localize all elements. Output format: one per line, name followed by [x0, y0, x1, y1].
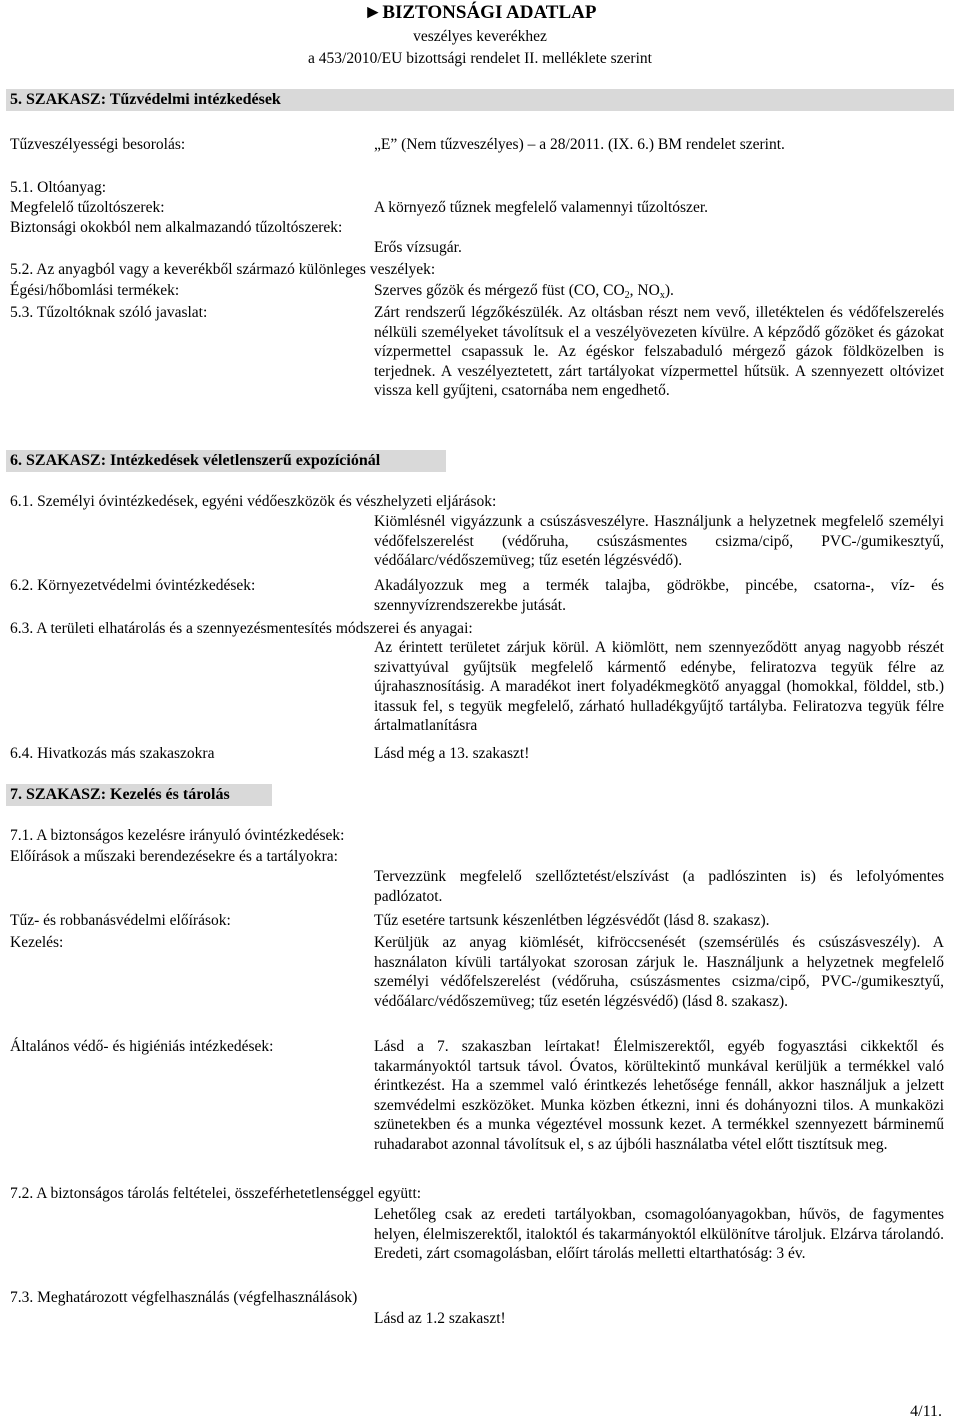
technical-measures-value [374, 867, 944, 906]
personal-precautions-value [374, 512, 944, 571]
combustion-text-b: , NO [629, 282, 660, 299]
nox-subscript: x [659, 290, 665, 301]
containment-heading: 6.3. A területi elhatárolás és a szennyezésmentesítés módszerei és anyagai: [10, 620, 473, 637]
containment-text: Az érintett területet zárjuk körül. A kiömlött, nem szennyeződött anyag nagyobb részét szivattyúval gyűjtsük megfelelő kármentő edénybe, feliratozva tegyük félre az újrahasznosításig. A maradékot inert folyadékmegkötő anyaggal (homokkal, földdel, stb.) itassuk fel, s tegyük megfelelő, zárható hulladékgyűjtő tartályba. Feliratozva tegyük félre ártalmatlanításra [374, 639, 944, 734]
hygiene-measures-value [374, 1037, 944, 1154]
section-5-heading: 5. SZAKASZ: Tűzvédelmi intézkedések [6, 89, 954, 111]
unsuitable-media-value: Erős vízsugár. [374, 239, 462, 256]
section-6-heading: 6. SZAKASZ: Intézkedések véletlenszerű expozíciónál [6, 450, 446, 472]
suitable-media-label: Megfelelő tűzoltószerek: [10, 199, 165, 216]
personal-precautions-text: Kiömlésnél vigyázzunk a csúszásveszélyre. Használjunk a helyzetnek megfelelő személyi védőfelszerelést (védőruha, csúszásmentes csizma/cipő, PVC-/gumikesztyű, védőálarc/védőszemüveg; tűz esetén légzésvédő). [374, 513, 944, 569]
hygiene-measures-text: Lásd a 7. szakaszban leírtakat! Élelmiszerektől, egyéb fogyasztási cikkektől és takarmányoktól tartsuk távol. Óvatos, körültekintő munkával kerüljük a termékkel való érintkezést. Ha a szemmel való érintkezés lehetősége fennáll, akkor használjuk a jelzett szemvédelmi eszközöket. Munka közben étkezni, inni és dohányozni tilos. A munkaközi szünetekben és a munka végeztével mossunk kezet. A termékkel szennyezett bárminemű ruhadarabot azonnal távolítsuk el, s az újbóli használatba vétel előtt tisztítsuk meg. [374, 1038, 944, 1153]
technical-measures-text: Tervezzünk megfelelő szellőztetést/elszívást (a padlószinten is) és lefolyómentes padlózatot. [374, 868, 944, 905]
environmental-precautions-value [374, 576, 944, 615]
document-subtitle: veszélyes keverékhez [413, 28, 547, 45]
handling-label: Kezelés: [10, 934, 64, 951]
combustion-products-value [374, 281, 674, 301]
technical-measures-label: Előírások a műszaki berendezésekre és a tartályokra: [10, 848, 338, 865]
end-use-value: Lásd az 1.2 szakaszt! [374, 1310, 506, 1327]
environmental-precautions-text: Akadályozzuk meg a termék talajba, gödrökbe, pincébe, csatorna-, víz- és szennyvízrendszerekbe jutását. [374, 577, 944, 614]
handling-text: Kerüljük az anyag kiömlését, kifröccsenését (szemsérülés és csúszásveszély). A használaton kívüli tartályokat szorosan zárjuk le. Használjunk a helyzetnek megfelelő személyi védőfelszerelést (védőruha, csúszásmentes csizma/cipő, PVC-/gumikesztyű, védőálarc/védőszemüveg; tűz esetén légzésvédő) (lásd 8. szakasz). [374, 934, 944, 1010]
special-hazards-heading: 5.2. Az anyagból vagy a keverékből származó különleges veszélyek: [10, 261, 436, 278]
reference-sections-value: Lásd még a 13. szakaszt! [374, 745, 530, 762]
environmental-precautions-label: 6.2. Környezetvédelmi óvintézkedések: [10, 577, 256, 594]
co2-subscript: 2 [624, 290, 630, 301]
reference-sections-label: 6.4. Hivatkozás más szakaszokra [10, 745, 215, 762]
safe-handling-heading: 7.1. A biztonságos kezelésre irányuló óvintézkedések: [10, 827, 345, 844]
personal-precautions-heading: 6.1. Személyi óvintézkedések, egyéni védőeszközök és vészhelyzeti eljárások: [10, 493, 497, 510]
page-number: 4/11. [910, 1403, 942, 1420]
suitable-media-value: A környező tűznek megfelelő valamennyi tűzoltószer. [374, 199, 708, 216]
combustion-products-label: Égési/hőbomlási termékek: [10, 282, 180, 299]
firefighter-advice-label: 5.3. Tűzoltóknak szóló javaslat: [10, 304, 208, 321]
safe-storage-heading: 7.2. A biztonságos tárolás feltételei, összeférhetetlenséggel együtt: [10, 1185, 422, 1202]
combustion-text-c: ). [664, 282, 674, 299]
handling-value [374, 933, 944, 1011]
unsuitable-media-label: Biztonsági okokból nem alkalmazandó tűzoltószerek: [10, 219, 343, 236]
containment-value [374, 638, 944, 736]
fire-protection-label: Tűz- és robbanásvédelmi előírások: [10, 912, 231, 929]
safe-storage-text: Lehetőleg csak az eredeti tartályokban, csomagolóanyagokban, hűvös, de fagymentes helyen, élelmiszerektől, italoktól és takarmányoktól elkülönítve tároljuk. Elzárva tárolandó. Eredeti, zárt csomagolásban, előírt tárolás melletti eltarthatóság: 3 év. [374, 1206, 944, 1262]
firefighter-advice-text: Zárt rendszerű légzőkészülék. Az oltásban részt nem vevő, illetéktelen és védőfelszerelés nélküli személyeket távolítsuk el a veszélyövezeten kívülre. A képződő gőzöket és gázokat vízpermettel csapassuk le. Az égéskor felszabaduló mérgező gázok földközelben is terjednek. A veszélyeztetett, zárt tartályokat vízpermettel hűtsük. A szennyezett oltóvizet vissza kell gyűjteni, csatornába nem engedhető. [374, 304, 944, 399]
extinguishing-media-heading: 5.1. Oltóanyag: [10, 179, 106, 196]
flammability-class-label: Tűzveszélyességi besorolás: [10, 136, 186, 153]
safe-storage-value [374, 1205, 944, 1264]
regulation-reference: a 453/2010/EU bizottsági rendelet II. melléklete szerint [308, 50, 652, 67]
hygiene-measures-label: Általános védő- és higiéniás intézkedések: [10, 1038, 274, 1055]
end-use-heading: 7.3. Meghatározott végfelhasználás (végfelhasználások) [10, 1289, 358, 1306]
section-7-heading: 7. SZAKASZ: Kezelés és tárolás [6, 784, 272, 806]
firefighter-advice-value [374, 303, 944, 401]
document-title: ►BIZTONSÁGI ADATLAP [363, 2, 597, 23]
combustion-text-a: Szerves gőzök és mérgező füst (CO, CO [374, 282, 625, 299]
fire-protection-value: Tűz esetére tartsunk készenlétben légzésvédőt (lásd 8. szakasz). [374, 912, 770, 929]
flammability-class-value: „E” (Nem tűzveszélyes) – a 28/2011. (IX. 6.) BM rendelet szerint. [374, 136, 785, 153]
